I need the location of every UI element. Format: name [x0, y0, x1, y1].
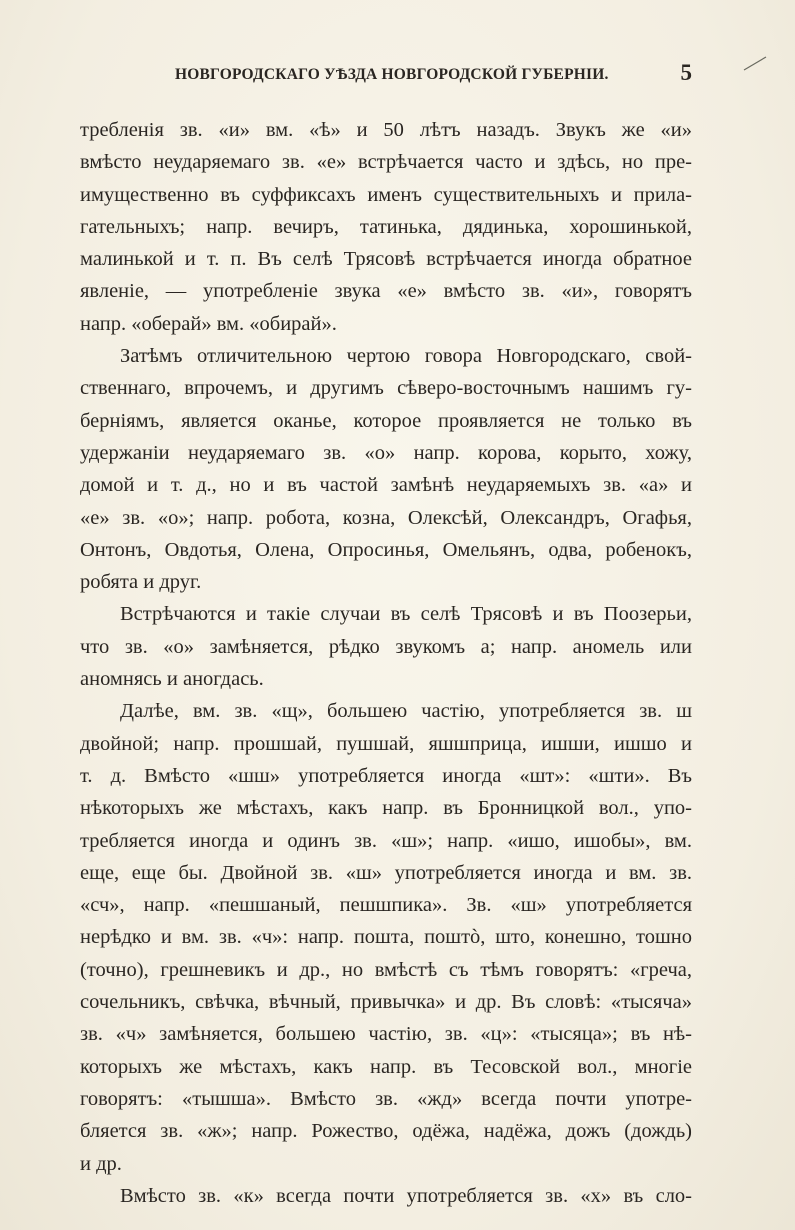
text-line: аномнясь и аногдась.	[80, 668, 264, 691]
running-title: НОВГОРОДСКАГО УѢЗДА НОВГОРОДСКОЙ ГУБЕРНІИ.	[175, 66, 609, 83]
text-line: бляется зв. «ж»; напр. Рожество, одёжа, надёжа, дожъ (дождь)	[80, 1120, 692, 1143]
paragraph-start-line: Затѣмъ отличительною чертою говора Новгородскаго, свой-	[120, 345, 692, 368]
pencil-mark-icon	[742, 54, 768, 72]
running-head	[80, 62, 692, 90]
text-line: домой и т. д., но и въ частой замѣнѣ неударяемыхъ зв. «а» и	[80, 474, 692, 497]
paragraph-start-line: Встрѣчаются и такіе случаи въ селѣ Трясовѣ и въ Поозерьи,	[120, 603, 692, 626]
text-line: требленія зв. «и» вм. «ѣ» и 50 лѣтъ назадъ. Звукъ же «и»	[80, 119, 692, 141]
text-line: вмѣсто неударяемаго зв. «е» встрѣчается часто и здѣсь, но пре-	[80, 151, 692, 174]
text-line: которыхъ же мѣстахъ, какъ напр. въ Тесовской вол., многіе	[80, 1055, 692, 1078]
text-line: Онтонъ, Овдотья, Олена, Опросинья, Омельянъ, одва, робенокъ,	[80, 538, 692, 561]
text-line: имущественно въ суффиксахъ именъ существительныхъ и прила-	[80, 183, 692, 206]
text-line: зв. «ч» замѣняется, большею частію, зв. «ц»: «тысяца»; въ нѣ-	[80, 1023, 692, 1046]
text-line: «е» зв. «о»; напр. робота, козна, Олексѣй, Олександръ, Огафья,	[80, 506, 692, 529]
text-line: (точно), грешневикъ и др., но вмѣстѣ съ тѣмъ говорятъ: «греча,	[80, 958, 692, 981]
text-line: робята и друг.	[80, 571, 202, 594]
text-line: что зв. «о» замѣняется, рѣдко звукомъ а; напр. аномель или	[80, 635, 692, 658]
text-line: и др.	[80, 1152, 122, 1175]
text-line: явленіе, — употребленіе звука «е» вмѣсто зв. «и», говорятъ	[80, 280, 692, 303]
text-line: гательныхъ; напр. вечиръ, татинька, дядинька, хорошинькой,	[80, 215, 692, 238]
text-line: удержаніи неударяемаго зв. «о» напр. корова, корыто, хожу,	[80, 441, 692, 464]
text-line: требляется иногда и одинъ зв. «ш»; напр. «ишо, ишобы», вм.	[80, 829, 692, 852]
page-number: 5	[680, 60, 692, 85]
text-line: говорятъ: «тышша». Вмѣсто зв. «жд» всегда почти употре-	[80, 1087, 692, 1110]
text-line: двойной; напр. прошшай, пушшай, яшшприца, ишши, ишшо и	[80, 732, 692, 755]
body-text	[80, 114, 692, 1212]
text-line: ственнаго, впрочемъ, и другимъ сѣверо-восточнымъ нашимъ гу-	[80, 377, 692, 400]
text-line: нерѣдко и вм. зв. «ч»: напр. пошта, поштò, што, конешно, тошно	[80, 926, 692, 949]
text-line: еще, еще бы. Двойной зв. «ш» употребляется иногда и вм. зв.	[80, 861, 692, 884]
paragraph-start-line: Далѣе, вм. зв. «щ», большею частію, употребляется зв. ш	[120, 700, 692, 723]
text-line: нѣкоторыхъ же мѣстахъ, какъ напр. въ Бронницкой вол., упо-	[80, 797, 692, 820]
text-line: сочельникъ, свѣчка, вѣчный, привычка» и др. Въ словѣ: «тысяча»	[80, 991, 692, 1014]
text-line: «сч», напр. «пешшаный, пешшпика». Зв. «ш» употребляется	[80, 894, 692, 917]
text-line: т. д. Вмѣсто «шш» употребляется иногда «шт»: «шти». Въ	[80, 764, 692, 787]
paragraph-start-line: Вмѣсто зв. «к» всегда почти употребляется зв. «х» въ сло-	[120, 1184, 692, 1207]
text-line: напр. «оберай» вм. «обирай».	[80, 312, 337, 335]
text-line: берніямъ, является оканье, которое проявляется не только въ	[80, 409, 692, 432]
text-line: малинькой и т. п. Въ селѣ Трясовѣ встрѣчается иногда обратное	[80, 248, 692, 271]
